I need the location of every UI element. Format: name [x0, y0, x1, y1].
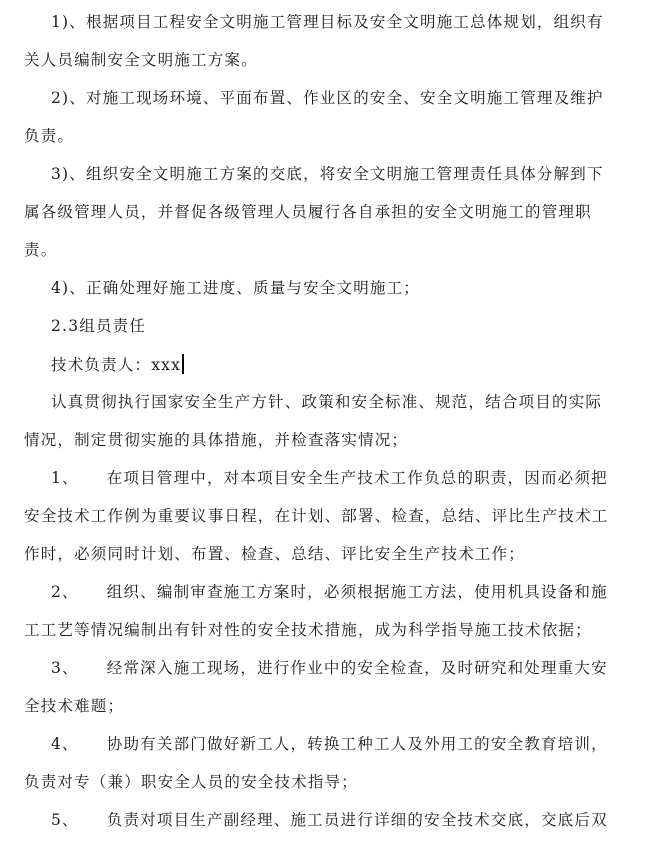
- item-text: 经常深入施工现场，进行作业中的安全检查，及时研究和处理重大安: [106, 659, 608, 677]
- item-number: 4、: [51, 735, 79, 753]
- item-text: 协助有关部门做好新工人，转换工种工人及外用工的安全教育培训，: [106, 735, 608, 753]
- item-1-line-3: 作时，必须同时计划、布置、检查、总结、评比安全生产技术工作；: [24, 545, 526, 563]
- paragraph-4: 4)、正确处理好施工进度、质量与安全文明施工；: [51, 279, 421, 297]
- item-4-line-2: 负责对专（兼）职安全人员的安全技术指导；: [24, 773, 359, 791]
- item-5-line-1: [51, 810, 648, 830]
- text-cursor: [182, 354, 184, 374]
- paragraph-3-line-1: 3)、组织安全文明施工方案的交底，将安全文明施工管理责任具体分解到下: [51, 165, 604, 183]
- item-1-line-2: 安全技术工作例为重要议事日程，在计划、部署、检查，总结、评比生产技术工: [24, 507, 609, 525]
- item-number: 1、: [51, 469, 79, 487]
- intro-line-2: 情况，制定贯彻实施的具体措施，并检查落实情况；: [24, 431, 409, 449]
- item-text: 负责对项目生产副经理、施工员进行详细的安全技术交底，交底后双: [106, 811, 608, 829]
- paragraph-3-line-2: 属各级管理人员，并督促各级管理人员履行各自承担的安全文明施工的管理职: [24, 203, 592, 221]
- item-2-line-2: 工工艺等情况编制出有针对性的安全技术措施，成为科学指导施工技术依据；: [24, 621, 592, 639]
- item-3-line-2: 全技术难题；: [24, 697, 125, 715]
- item-number: 3、: [51, 659, 79, 677]
- paragraph-3-line-3: 责。: [24, 241, 58, 259]
- item-4-line-1: [51, 734, 648, 754]
- tech-lead-line[interactable]: [51, 354, 648, 375]
- tech-lead-text: 技术负责人：xxx: [51, 356, 182, 374]
- paragraph-1-line-1: 1)、根据项目工程安全文明施工管理目标及安全文明施工总体规划，组织有: [51, 13, 604, 31]
- intro-line-1: 认真贯彻执行国家安全生产方针、政策和安全标准、规范，结合项目的实际: [51, 393, 603, 411]
- item-text: 在项目管理中，对本项目安全生产技术工作负总的职责，因而必须把: [106, 469, 608, 487]
- item-text: 组织、编制审查施工方案时，必须根据施工方法，使用机具设备和施: [106, 583, 608, 601]
- item-3-line-1: [51, 658, 648, 678]
- item-number: 2、: [51, 583, 79, 601]
- section-heading: 2.3组员责任: [51, 317, 147, 335]
- paragraph-1-line-2: 关人员编制安全文明施工方案。: [24, 51, 258, 69]
- paragraph-2-line-1: 2)、对施工现场环境、平面布置、作业区的安全、安全文明施工管理及维护: [51, 89, 604, 107]
- paragraph-2-line-2: 负责。: [24, 127, 75, 145]
- item-2-line-1: [51, 582, 648, 602]
- item-number: 5、: [51, 811, 79, 829]
- item-1-line-1: [51, 468, 648, 488]
